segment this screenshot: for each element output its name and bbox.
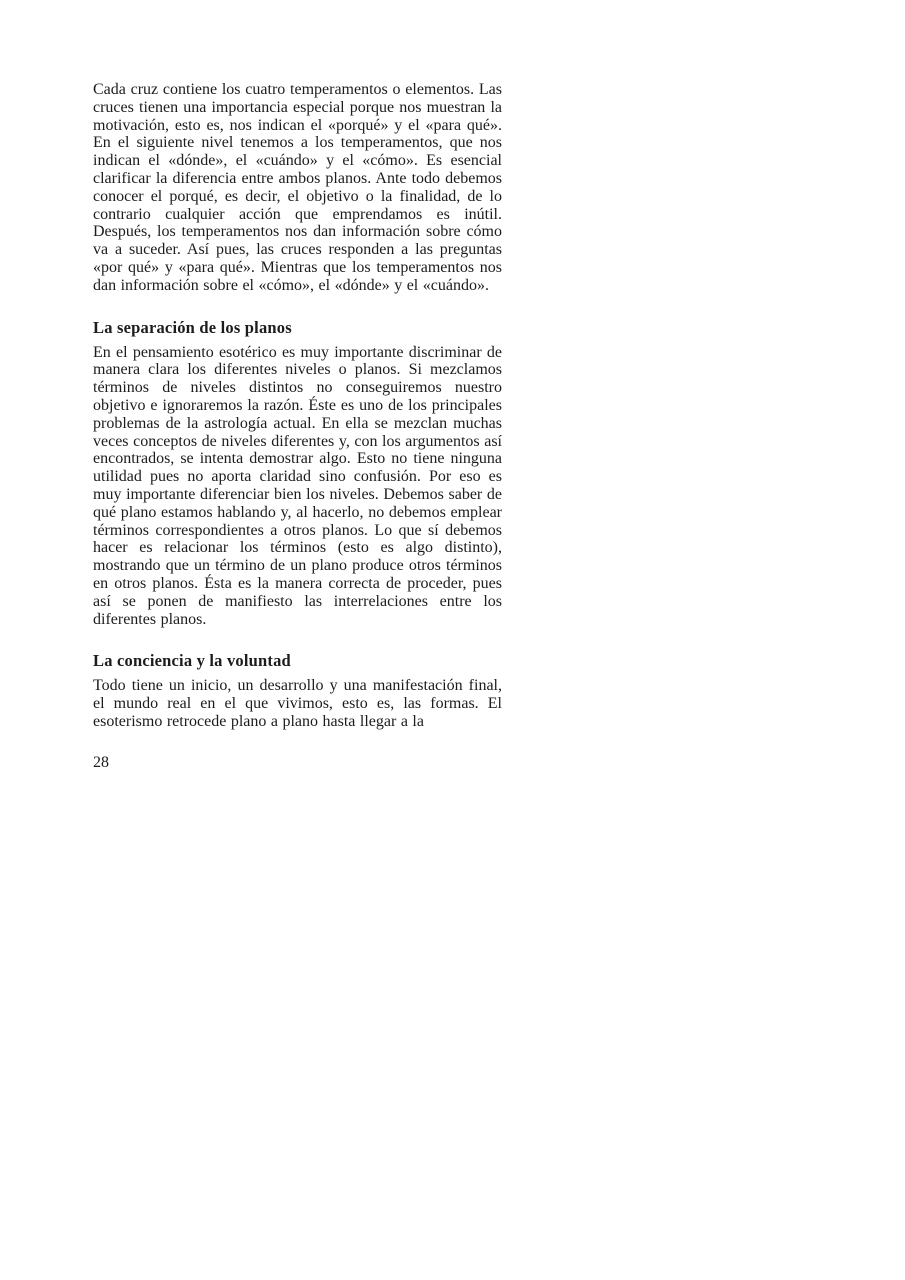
section-body-separacion-de-los-planos: En el pensamiento esotérico es muy importante discriminar de manera clara los diferentes niveles o planos. Si mezclamos términos de niveles distintos no conseguiremos nuestro objetivo e ignoraremos la razón. Éste es uno de los principales problemas de la astrología actual. En ella se mezclan muchas veces conceptos de niveles diferentes y, con los argumentos así encontrados, se intenta demostrar algo. Esto no tiene ninguna utilidad pues no aporta claridad sino confusión. Por eso es muy importante diferenciar bien los niveles. Debemos saber de qué plano estamos hablando y, al hacerlo, no debemos emplear términos correspondientes a otros planos. Lo que sí debemos hacer es relacionar los términos (esto es algo distinto), mostrando que un término de un plano produce otros términos en otros planos. Ésta es la manera correcta de proceder, pues así se ponen de manifiesto las interrelaciones entre los diferentes planos. xyxy=(93,343,502,628)
section-heading-conciencia-y-voluntad: La conciencia y la voluntad xyxy=(93,651,291,671)
page-number: 28 xyxy=(93,753,109,771)
text-column xyxy=(93,81,502,772)
section-heading-separacion-de-los-planos: La separación de los planos xyxy=(93,317,292,337)
section-body-conciencia-y-voluntad: Todo tiene un inicio, un desarrollo y una manifestación final, el mundo real en el que vivimos, esto es, las formas. El esoterismo retrocede plano a plano hasta llegar a la xyxy=(93,677,502,730)
intro-paragraph: Cada cruz contiene los cuatro temperamentos o elementos. Las cruces tienen una importancia especial porque nos muestran la motivación, esto es, nos indican el «porqué» y el «para qué». En el siguiente nivel tenemos a los temperamentos, que nos indican el «dónde», el «cuándo» y el «cómo». Es esencial clarificar la diferencia entre ambos planos. Ante todo debemos conocer el porqué, es decir, el objetivo o la finalidad, de lo contrario cualquier acción que emprendamos es inútil. Después, los temperamentos nos dan información sobre cómo va a suceder. Así pues, las cruces responden a las preguntas «por qué» y «para qué». Mientras que los temperamentos nos dan información sobre el «cómo», el «dónde» y el «cuándo». xyxy=(93,81,502,294)
